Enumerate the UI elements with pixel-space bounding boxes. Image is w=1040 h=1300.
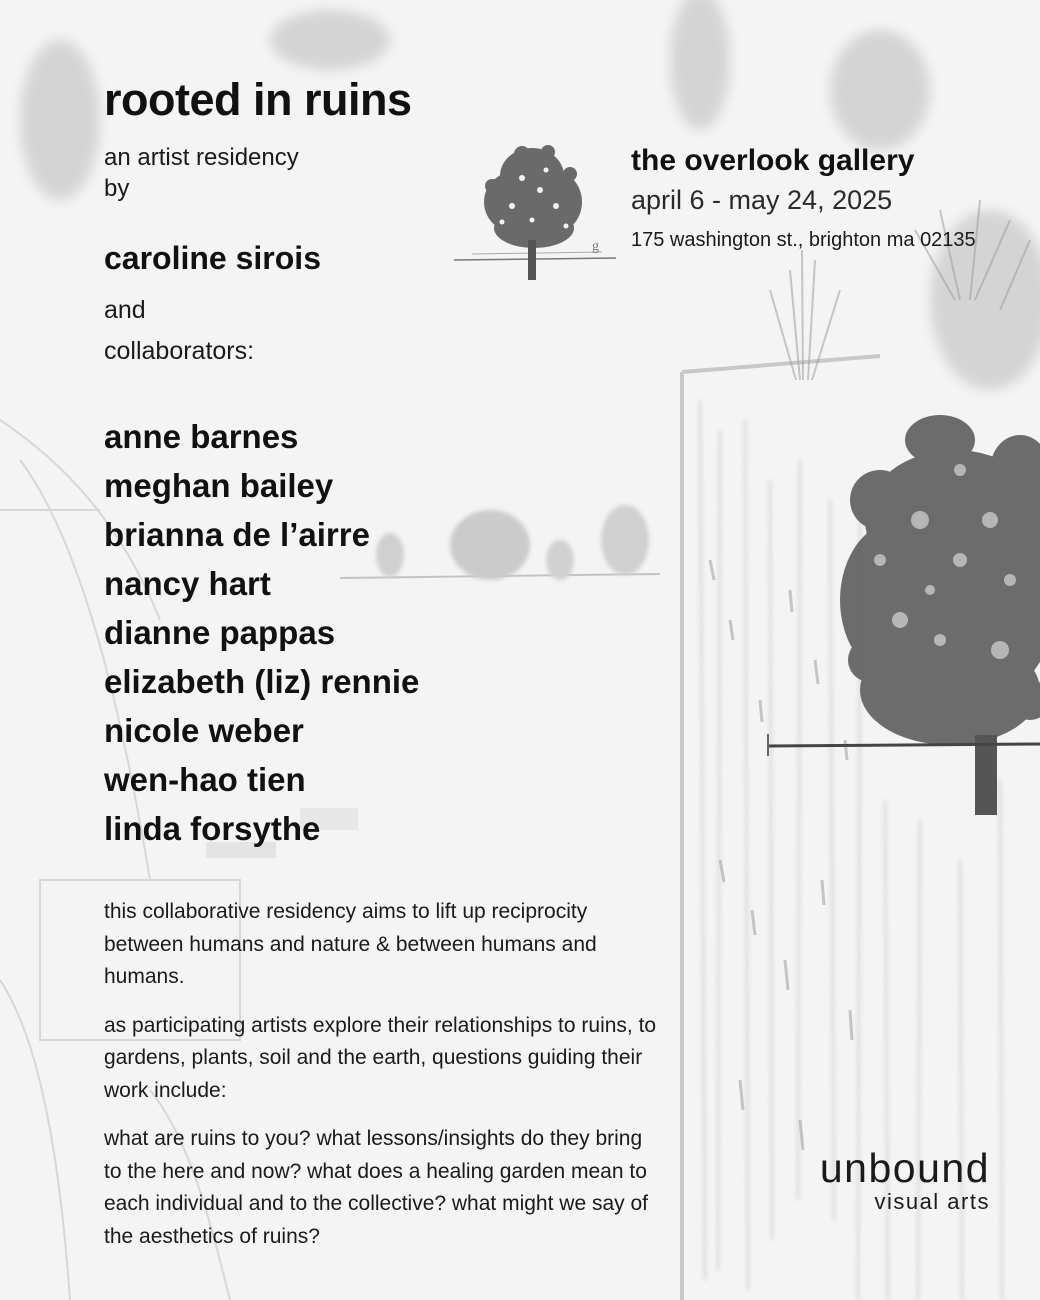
gallery-address: 175 washington st., brighton ma 02135	[631, 229, 976, 251]
collaborator-name: elizabeth (liz) rennie	[104, 663, 420, 700]
collaborator-name: nancy hart	[104, 565, 271, 602]
collaborators-label: collaborators:	[104, 337, 255, 365]
description-paragraph: as participating artists explore their relationships to ruins, to gardens, plants, soil and the earth, questions guiding their work include:	[104, 1013, 657, 1102]
collaborator-name: linda forsythe	[104, 810, 321, 847]
subtitle-line-1: an artist residency	[104, 144, 299, 171]
collaborator-name: wen-hao tien	[104, 761, 306, 798]
brand-logo	[820, 1146, 990, 1214]
poster-subtitle	[104, 142, 299, 204]
poster-title: rooted in ruins	[104, 74, 412, 125]
collaborator-name: brianna de l’airre	[104, 516, 370, 553]
residency-description	[104, 896, 664, 1269]
collaborator-name: dianne pappas	[104, 614, 336, 651]
collaborator-name: nicole weber	[104, 712, 304, 749]
gallery-name: the overlook gallery	[631, 144, 915, 177]
and-text: and	[104, 296, 146, 324]
brand-subtitle: visual arts	[874, 1189, 990, 1214]
brand-name: unbound	[819, 1145, 990, 1191]
collaborator-list	[104, 412, 419, 853]
subtitle-line-2: by	[104, 175, 130, 202]
collaborator-name: meghan bailey	[104, 467, 334, 504]
svg-text:g: g	[592, 239, 599, 254]
collaborator-name: anne barnes	[104, 418, 299, 455]
lead-artist-name: caroline sirois	[104, 240, 321, 276]
exhibition-dates: april 6 - may 24, 2025	[631, 185, 893, 215]
description-paragraph: what are ruins to you? what lessons/insights do they bring to the here and now? what does a healing garden mean to each individual and to the collective? what might we say of the aesthetics of ruins?	[104, 1127, 648, 1248]
description-paragraph: this collaborative residency aims to lift up reciprocity between humans and nature & between humans and humans.	[104, 900, 597, 988]
tree-sketch-icon	[452, 136, 618, 286]
